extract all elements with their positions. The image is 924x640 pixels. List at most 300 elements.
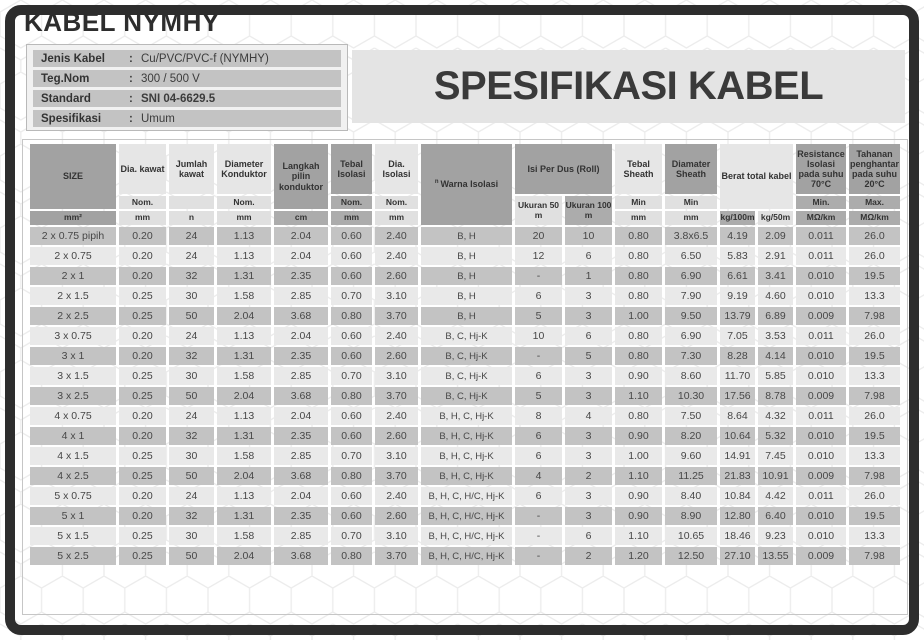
cell-kg_100: 10.64 (720, 427, 755, 445)
cell-isi_50: 10 (515, 327, 562, 345)
cell-diameter_konduktor: 1.58 (217, 447, 271, 465)
cell-tebal_sheath: 0.80 (615, 347, 662, 365)
cell-tebal_sheath: 0.80 (615, 407, 662, 425)
cell-isi_100: 3 (565, 487, 612, 505)
cell-isi_100: 6 (565, 327, 612, 345)
cell-kg_100: 7.05 (720, 327, 755, 345)
table-row (30, 487, 900, 505)
cell-isi_50: 6 (515, 367, 562, 385)
col-header-resistance: Resistance Isolasi pada suhu 70°C (796, 144, 846, 194)
cell-warna_isolasi: B, H (421, 307, 512, 325)
cell-tebal_isolasi: 0.60 (331, 347, 372, 365)
cell-diamater_sheath: 7.90 (665, 287, 717, 305)
table-row (30, 547, 900, 565)
cell-diamater_sheath: 8.90 (665, 507, 717, 525)
cell-warna_isolasi: B, C, Hj-K (421, 347, 512, 365)
col-header-diameter-konduktor: Diameter Konduktor (217, 144, 271, 194)
cell-tahanan: 13.3 (849, 287, 900, 305)
cell-resistance: 0.009 (796, 547, 846, 565)
cell-kg_100: 9.19 (720, 287, 755, 305)
cell-dia_kawat: 0.20 (119, 347, 166, 365)
cell-jumlah_kawat: 30 (169, 367, 214, 385)
cell-langkah_pilin: 2.85 (274, 527, 328, 545)
cell-jumlah_kawat: 50 (169, 307, 214, 325)
cell-diamater_sheath: 11.25 (665, 467, 717, 485)
cell-warna_isolasi: B, H, C, Hj-K (421, 427, 512, 445)
cell-dia_kawat: 0.25 (119, 547, 166, 565)
cell-tahanan: 13.3 (849, 527, 900, 545)
cell-diamater_sheath: 10.30 (665, 387, 717, 405)
cell-warna_isolasi: B, H (421, 267, 512, 285)
cell-resistance: 0.010 (796, 367, 846, 385)
cell-dia_kawat: 0.20 (119, 247, 166, 265)
cell-langkah_pilin: 2.35 (274, 347, 328, 365)
cell-tebal_isolasi: 0.80 (331, 547, 372, 565)
cell-jumlah_kawat: 24 (169, 407, 214, 425)
cell-tebal_isolasi: 0.70 (331, 287, 372, 305)
cell-dia_isolasi: 3.10 (375, 447, 418, 465)
cell-diameter_konduktor: 2.04 (217, 467, 271, 485)
cell-tebal_sheath: 0.80 (615, 327, 662, 345)
cell-tebal_isolasi: 0.70 (331, 527, 372, 545)
unit-kg-100m: kg/100m (720, 211, 755, 225)
cell-jumlah_kawat: 32 (169, 427, 214, 445)
cell-dia_kawat: 0.25 (119, 307, 166, 325)
cell-kg_100: 5.83 (720, 247, 755, 265)
cell-isi_50: - (515, 527, 562, 545)
cell-warna_isolasi: B, C, Hj-K (421, 367, 512, 385)
cell-warna_isolasi: B, C, Hj-K (421, 327, 512, 345)
cell-dia_isolasi: 2.60 (375, 507, 418, 525)
info-colon: : (129, 52, 133, 65)
cell-tahanan: 19.5 (849, 507, 900, 525)
cell-diamater_sheath: 9.50 (665, 307, 717, 325)
table-row (30, 527, 900, 545)
cell-tebal_sheath: 1.10 (615, 527, 662, 545)
cell-jumlah_kawat: 32 (169, 347, 214, 365)
cell-jumlah_kawat: 24 (169, 487, 214, 505)
cell-diameter_konduktor: 1.13 (217, 327, 271, 345)
cell-kg_50: 4.42 (758, 487, 793, 505)
col-header-warna-isolasi: $^n$ Warna Isolasi (421, 144, 512, 225)
cell-dia_isolasi: 2.40 (375, 487, 418, 505)
table-row (30, 367, 900, 385)
cell-langkah_pilin: 3.68 (274, 307, 328, 325)
cell-isi_100: 6 (565, 247, 612, 265)
cell-tahanan: 19.5 (849, 347, 900, 365)
cell-tahanan: 26.0 (849, 487, 900, 505)
cell-kg_100: 18.46 (720, 527, 755, 545)
cell-dia_kawat: 0.20 (119, 227, 166, 245)
cell-tebal_sheath: 1.10 (615, 467, 662, 485)
cell-diameter_konduktor: 1.31 (217, 347, 271, 365)
unit-tahanan: MΩ/km (849, 211, 900, 225)
unit-langkah-pilin: cm (274, 211, 328, 225)
cell-langkah_pilin: 2.85 (274, 367, 328, 385)
cell-diameter_konduktor: 2.04 (217, 547, 271, 565)
cell-tebal_isolasi: 0.70 (331, 447, 372, 465)
col-header-diamater-sheath: Diamater Sheath (665, 144, 717, 194)
cell-resistance: 0.011 (796, 227, 846, 245)
cell-dia_kawat: 0.20 (119, 427, 166, 445)
cell-tahanan: 26.0 (849, 327, 900, 345)
cell-tahanan: 19.5 (849, 427, 900, 445)
cell-dia_isolasi: 2.40 (375, 247, 418, 265)
cell-dia_kawat: 0.25 (119, 367, 166, 385)
cell-diameter_konduktor: 1.58 (217, 527, 271, 545)
cell-kg_100: 21.83 (720, 467, 755, 485)
cell-tahanan: 19.5 (849, 267, 900, 285)
subheader-dia-kawat-nom: Nom. (119, 196, 166, 209)
info-label: Teg.Nom (41, 72, 90, 85)
info-colon: : (129, 92, 133, 105)
info-row (33, 90, 341, 107)
cell-kg_50: 13.55 (758, 547, 793, 565)
cell-resistance: 0.009 (796, 467, 846, 485)
cell-dia_isolasi: 2.40 (375, 227, 418, 245)
cell-isi_50: - (515, 507, 562, 525)
cell-resistance: 0.009 (796, 307, 846, 325)
cell-dia_kawat: 0.20 (119, 327, 166, 345)
cell-size: 2 x 1.5 (30, 287, 116, 305)
cell-kg_100: 12.80 (720, 507, 755, 525)
subheader-tahanan-max: Max. (849, 196, 900, 209)
col-header-tahanan: Tahanan penghantar pada suhu 20°C (849, 144, 900, 194)
cell-warna_isolasi: B, H (421, 247, 512, 265)
cell-tebal_isolasi: 0.60 (331, 407, 372, 425)
cell-kg_50: 7.45 (758, 447, 793, 465)
info-label: Spesifikasi (41, 112, 102, 125)
cell-isi_100: 3 (565, 447, 612, 465)
subheader-tebal-sheath-min: Min (615, 196, 662, 209)
cell-kg_50: 4.60 (758, 287, 793, 305)
cell-isi_100: 3 (565, 507, 612, 525)
col-header-dia-kawat: Dia. kawat (119, 144, 166, 194)
cell-kg_100: 10.84 (720, 487, 755, 505)
cell-warna_isolasi: B, H (421, 227, 512, 245)
cell-tebal_isolasi: 0.60 (331, 267, 372, 285)
cell-diamater_sheath: 7.50 (665, 407, 717, 425)
cell-resistance: 0.010 (796, 347, 846, 365)
info-colon: : (129, 112, 133, 125)
cell-tebal_isolasi: 0.60 (331, 227, 372, 245)
cell-kg_50: 4.32 (758, 407, 793, 425)
cell-dia_kawat: 0.20 (119, 267, 166, 285)
cell-isi_100: 3 (565, 307, 612, 325)
cell-size: 3 x 1 (30, 347, 116, 365)
cell-isi_100: 3 (565, 287, 612, 305)
footnote-mark: n (434, 179, 439, 186)
col-header-dia-isolasi: Dia. Isolasi (375, 144, 418, 194)
subheader-tebal-isolasi-nom: Nom. (331, 196, 372, 209)
cell-size: 4 x 1.5 (30, 447, 116, 465)
cell-tahanan: 26.0 (849, 227, 900, 245)
info-row (33, 70, 341, 87)
cell-diameter_konduktor: 1.58 (217, 367, 271, 385)
table-row (30, 267, 900, 285)
cell-dia_kawat: 0.20 (119, 487, 166, 505)
cell-tahanan: 13.3 (849, 447, 900, 465)
cell-kg_50: 3.41 (758, 267, 793, 285)
cell-jumlah_kawat: 30 (169, 447, 214, 465)
cell-jumlah_kawat: 30 (169, 287, 214, 305)
cell-isi_100: 4 (565, 407, 612, 425)
cell-dia_isolasi: 3.70 (375, 307, 418, 325)
cell-jumlah_kawat: 32 (169, 267, 214, 285)
cell-warna_isolasi: B, H, C, H/C, Hj-K (421, 507, 512, 525)
subheader-diamater-sheath-min: Min (665, 196, 717, 209)
cell-langkah_pilin: 2.04 (274, 227, 328, 245)
cell-jumlah_kawat: 50 (169, 547, 214, 565)
spec-table-container (22, 139, 908, 615)
cell-isi_50: - (515, 547, 562, 565)
cell-resistance: 0.010 (796, 267, 846, 285)
cell-kg_100: 14.91 (720, 447, 755, 465)
info-row (33, 110, 341, 127)
cell-kg_100: 8.28 (720, 347, 755, 365)
table-row (30, 347, 900, 365)
cell-warna_isolasi: B, H, C, H/C, Hj-K (421, 547, 512, 565)
cell-resistance: 0.010 (796, 527, 846, 545)
cell-size: 2 x 0.75 (30, 247, 116, 265)
cell-tebal_sheath: 1.10 (615, 387, 662, 405)
cell-kg_100: 13.79 (720, 307, 755, 325)
col-header-isi-per-dus: Isi Per Dus (Roll) (515, 144, 612, 194)
cell-size: 3 x 2.5 (30, 387, 116, 405)
cell-tahanan: 26.0 (849, 407, 900, 425)
unit-resistance: MΩ/km (796, 211, 846, 225)
cell-isi_100: 1 (565, 267, 612, 285)
cell-warna_isolasi: B, H, C, Hj-K (421, 447, 512, 465)
cell-dia_isolasi: 2.60 (375, 427, 418, 445)
cell-kg_50: 8.78 (758, 387, 793, 405)
cell-dia_isolasi: 3.10 (375, 367, 418, 385)
col-header-size: SIZE (30, 144, 116, 209)
subheader-resistance-min: Min. (796, 196, 846, 209)
cell-diamater_sheath: 6.90 (665, 327, 717, 345)
cell-warna_isolasi: B, H, C, Hj-K (421, 407, 512, 425)
cell-diameter_konduktor: 1.13 (217, 487, 271, 505)
cell-isi_50: - (515, 267, 562, 285)
cell-warna_isolasi: B, H, C, H/C, Hj-K (421, 527, 512, 545)
spec-heading: SPESIFIKASI KABEL (352, 50, 905, 123)
cell-dia_isolasi: 2.40 (375, 327, 418, 345)
cell-langkah_pilin: 2.04 (274, 247, 328, 265)
cell-tahanan: 13.3 (849, 367, 900, 385)
cell-dia_kawat: 0.25 (119, 527, 166, 545)
subheader-diameter-konduktor-nom: Nom. (217, 196, 271, 209)
info-value: SNI 04-6629.5 (141, 92, 216, 105)
cell-tebal_sheath: 0.80 (615, 247, 662, 265)
cell-langkah_pilin: 2.35 (274, 507, 328, 525)
unit-diamater-sheath: mm (665, 211, 717, 225)
cell-dia_isolasi: 3.70 (375, 547, 418, 565)
cell-tebal_sheath: 0.80 (615, 267, 662, 285)
cell-kg_100: 27.10 (720, 547, 755, 565)
cell-isi_50: 5 (515, 307, 562, 325)
table-row (30, 407, 900, 425)
info-row (33, 50, 341, 67)
cell-jumlah_kawat: 50 (169, 467, 214, 485)
cell-kg_50: 6.89 (758, 307, 793, 325)
info-label: Standard (41, 92, 91, 105)
subheader-jumlah-kawat-empty (169, 196, 214, 209)
cell-tahanan: 7.98 (849, 387, 900, 405)
col-header-tebal-sheath: Tebal Sheath (615, 144, 662, 194)
cell-langkah_pilin: 2.35 (274, 267, 328, 285)
cell-size: 3 x 1.5 (30, 367, 116, 385)
cell-tebal_isolasi: 0.60 (331, 427, 372, 445)
table-row (30, 307, 900, 325)
cell-jumlah_kawat: 24 (169, 247, 214, 265)
cell-tebal_isolasi: 0.80 (331, 307, 372, 325)
table-row (30, 287, 900, 305)
cell-resistance: 0.010 (796, 427, 846, 445)
cell-diamater_sheath: 8.40 (665, 487, 717, 505)
cell-resistance: 0.010 (796, 507, 846, 525)
cell-size: 5 x 2.5 (30, 547, 116, 565)
col-header-jumlah-kawat: Jumlah kawat (169, 144, 214, 194)
info-label: Jenis Kabel (41, 52, 105, 65)
cell-dia_isolasi: 3.70 (375, 387, 418, 405)
cell-kg_50: 5.32 (758, 427, 793, 445)
cell-dia_isolasi: 2.60 (375, 347, 418, 365)
unit-kg-50m: kg/50m (758, 211, 793, 225)
info-colon: : (129, 72, 133, 85)
page-title: KABEL NYMHY (24, 7, 220, 37)
cell-diamater_sheath: 3.8x6.5 (665, 227, 717, 245)
table-row (30, 467, 900, 485)
cell-size: 2 x 2.5 (30, 307, 116, 325)
cell-tebal_isolasi: 0.60 (331, 507, 372, 525)
cell-resistance: 0.011 (796, 247, 846, 265)
table-header (30, 144, 900, 225)
unit-dia-isolasi: mm (375, 211, 418, 225)
cell-dia_isolasi: 2.60 (375, 267, 418, 285)
cell-tebal_sheath: 0.90 (615, 507, 662, 525)
cell-isi_50: 6 (515, 427, 562, 445)
cell-tebal_isolasi: 0.60 (331, 487, 372, 505)
cell-tahanan: 7.98 (849, 467, 900, 485)
cell-kg_50: 2.09 (758, 227, 793, 245)
cell-tebal_isolasi: 0.60 (331, 247, 372, 265)
cell-diamater_sheath: 6.90 (665, 267, 717, 285)
subheader-ukuran-50m: Ukuran 50 m (515, 196, 562, 225)
cell-resistance: 0.010 (796, 447, 846, 465)
table-body (30, 227, 900, 565)
cell-dia_isolasi: 3.10 (375, 527, 418, 545)
cell-size: 4 x 0.75 (30, 407, 116, 425)
cell-isi_50: 20 (515, 227, 562, 245)
cell-warna_isolasi: B, H (421, 287, 512, 305)
subheader-dia-isolasi-nom: Nom. (375, 196, 418, 209)
cell-size: 3 x 0.75 (30, 327, 116, 345)
cell-size: 4 x 2.5 (30, 467, 116, 485)
cell-tebal_sheath: 1.00 (615, 447, 662, 465)
cell-isi_100: 2 (565, 467, 612, 485)
unit-size: mm² (30, 211, 116, 225)
cell-resistance: 0.010 (796, 287, 846, 305)
cell-diamater_sheath: 6.50 (665, 247, 717, 265)
cell-size: 2 x 0.75 pipih (30, 227, 116, 245)
cell-kg_100: 4.19 (720, 227, 755, 245)
cell-jumlah_kawat: 32 (169, 507, 214, 525)
unit-dia-kawat: mm (119, 211, 166, 225)
info-value: Cu/PVC/PVC-f (NYMHY) (141, 52, 269, 65)
cell-tebal_sheath: 0.90 (615, 427, 662, 445)
cell-isi_100: 3 (565, 367, 612, 385)
cell-isi_100: 3 (565, 427, 612, 445)
cell-tahanan: 7.98 (849, 307, 900, 325)
cell-tebal_sheath: 0.80 (615, 287, 662, 305)
col-header-berat-total: Berat total kabel (720, 144, 793, 209)
cell-isi_50: 12 (515, 247, 562, 265)
cell-warna_isolasi: B, H, C, Hj-K (421, 467, 512, 485)
cell-dia_isolasi: 3.10 (375, 287, 418, 305)
unit-jumlah-kawat: n (169, 211, 214, 225)
cell-dia_kawat: 0.20 (119, 507, 166, 525)
cell-size: 5 x 0.75 (30, 487, 116, 505)
cell-langkah_pilin: 2.35 (274, 427, 328, 445)
cell-langkah_pilin: 3.68 (274, 387, 328, 405)
cell-warna_isolasi: B, H, C, H/C, Hj-K (421, 487, 512, 505)
cell-diameter_konduktor: 1.13 (217, 247, 271, 265)
cell-jumlah_kawat: 50 (169, 387, 214, 405)
cell-dia_kawat: 0.25 (119, 467, 166, 485)
cell-kg_100: 17.56 (720, 387, 755, 405)
cell-diameter_konduktor: 1.31 (217, 267, 271, 285)
cell-tebal_isolasi: 0.80 (331, 467, 372, 485)
cell-diameter_konduktor: 2.04 (217, 307, 271, 325)
cell-tahanan: 7.98 (849, 547, 900, 565)
cell-langkah_pilin: 3.68 (274, 547, 328, 565)
cell-langkah_pilin: 2.04 (274, 487, 328, 505)
unit-tebal-isolasi: mm (331, 211, 372, 225)
cell-isi_50: - (515, 347, 562, 365)
unit-diameter-konduktor: mm (217, 211, 271, 225)
cell-dia_kawat: 0.20 (119, 407, 166, 425)
cell-size: 5 x 1 (30, 507, 116, 525)
cell-diamater_sheath: 12.50 (665, 547, 717, 565)
cell-langkah_pilin: 2.85 (274, 447, 328, 465)
cell-tebal_sheath: 0.80 (615, 227, 662, 245)
cell-diameter_konduktor: 1.31 (217, 427, 271, 445)
cell-isi_100: 2 (565, 547, 612, 565)
cell-diameter_konduktor: 1.58 (217, 287, 271, 305)
cell-diameter_konduktor: 1.13 (217, 407, 271, 425)
cell-kg_100: 6.61 (720, 267, 755, 285)
table-row (30, 387, 900, 405)
cell-kg_50: 9.23 (758, 527, 793, 545)
cell-langkah_pilin: 2.85 (274, 287, 328, 305)
table-row (30, 227, 900, 245)
col-header-tebal-isolasi: Tebal Isolasi (331, 144, 372, 194)
cell-jumlah_kawat: 24 (169, 327, 214, 345)
table-row (30, 507, 900, 525)
cell-tebal_sheath: 0.90 (615, 367, 662, 385)
cell-diameter_konduktor: 1.31 (217, 507, 271, 525)
cell-size: 5 x 1.5 (30, 527, 116, 545)
cell-tebal_isolasi: 0.70 (331, 367, 372, 385)
cell-dia_kawat: 0.25 (119, 447, 166, 465)
cell-isi_50: 6 (515, 487, 562, 505)
cell-dia_kawat: 0.25 (119, 387, 166, 405)
cell-isi_50: 4 (515, 467, 562, 485)
cell-tebal_isolasi: 0.80 (331, 387, 372, 405)
cell-isi_50: 6 (515, 447, 562, 465)
cell-tebal_sheath: 1.20 (615, 547, 662, 565)
info-value: Umum (141, 112, 175, 125)
